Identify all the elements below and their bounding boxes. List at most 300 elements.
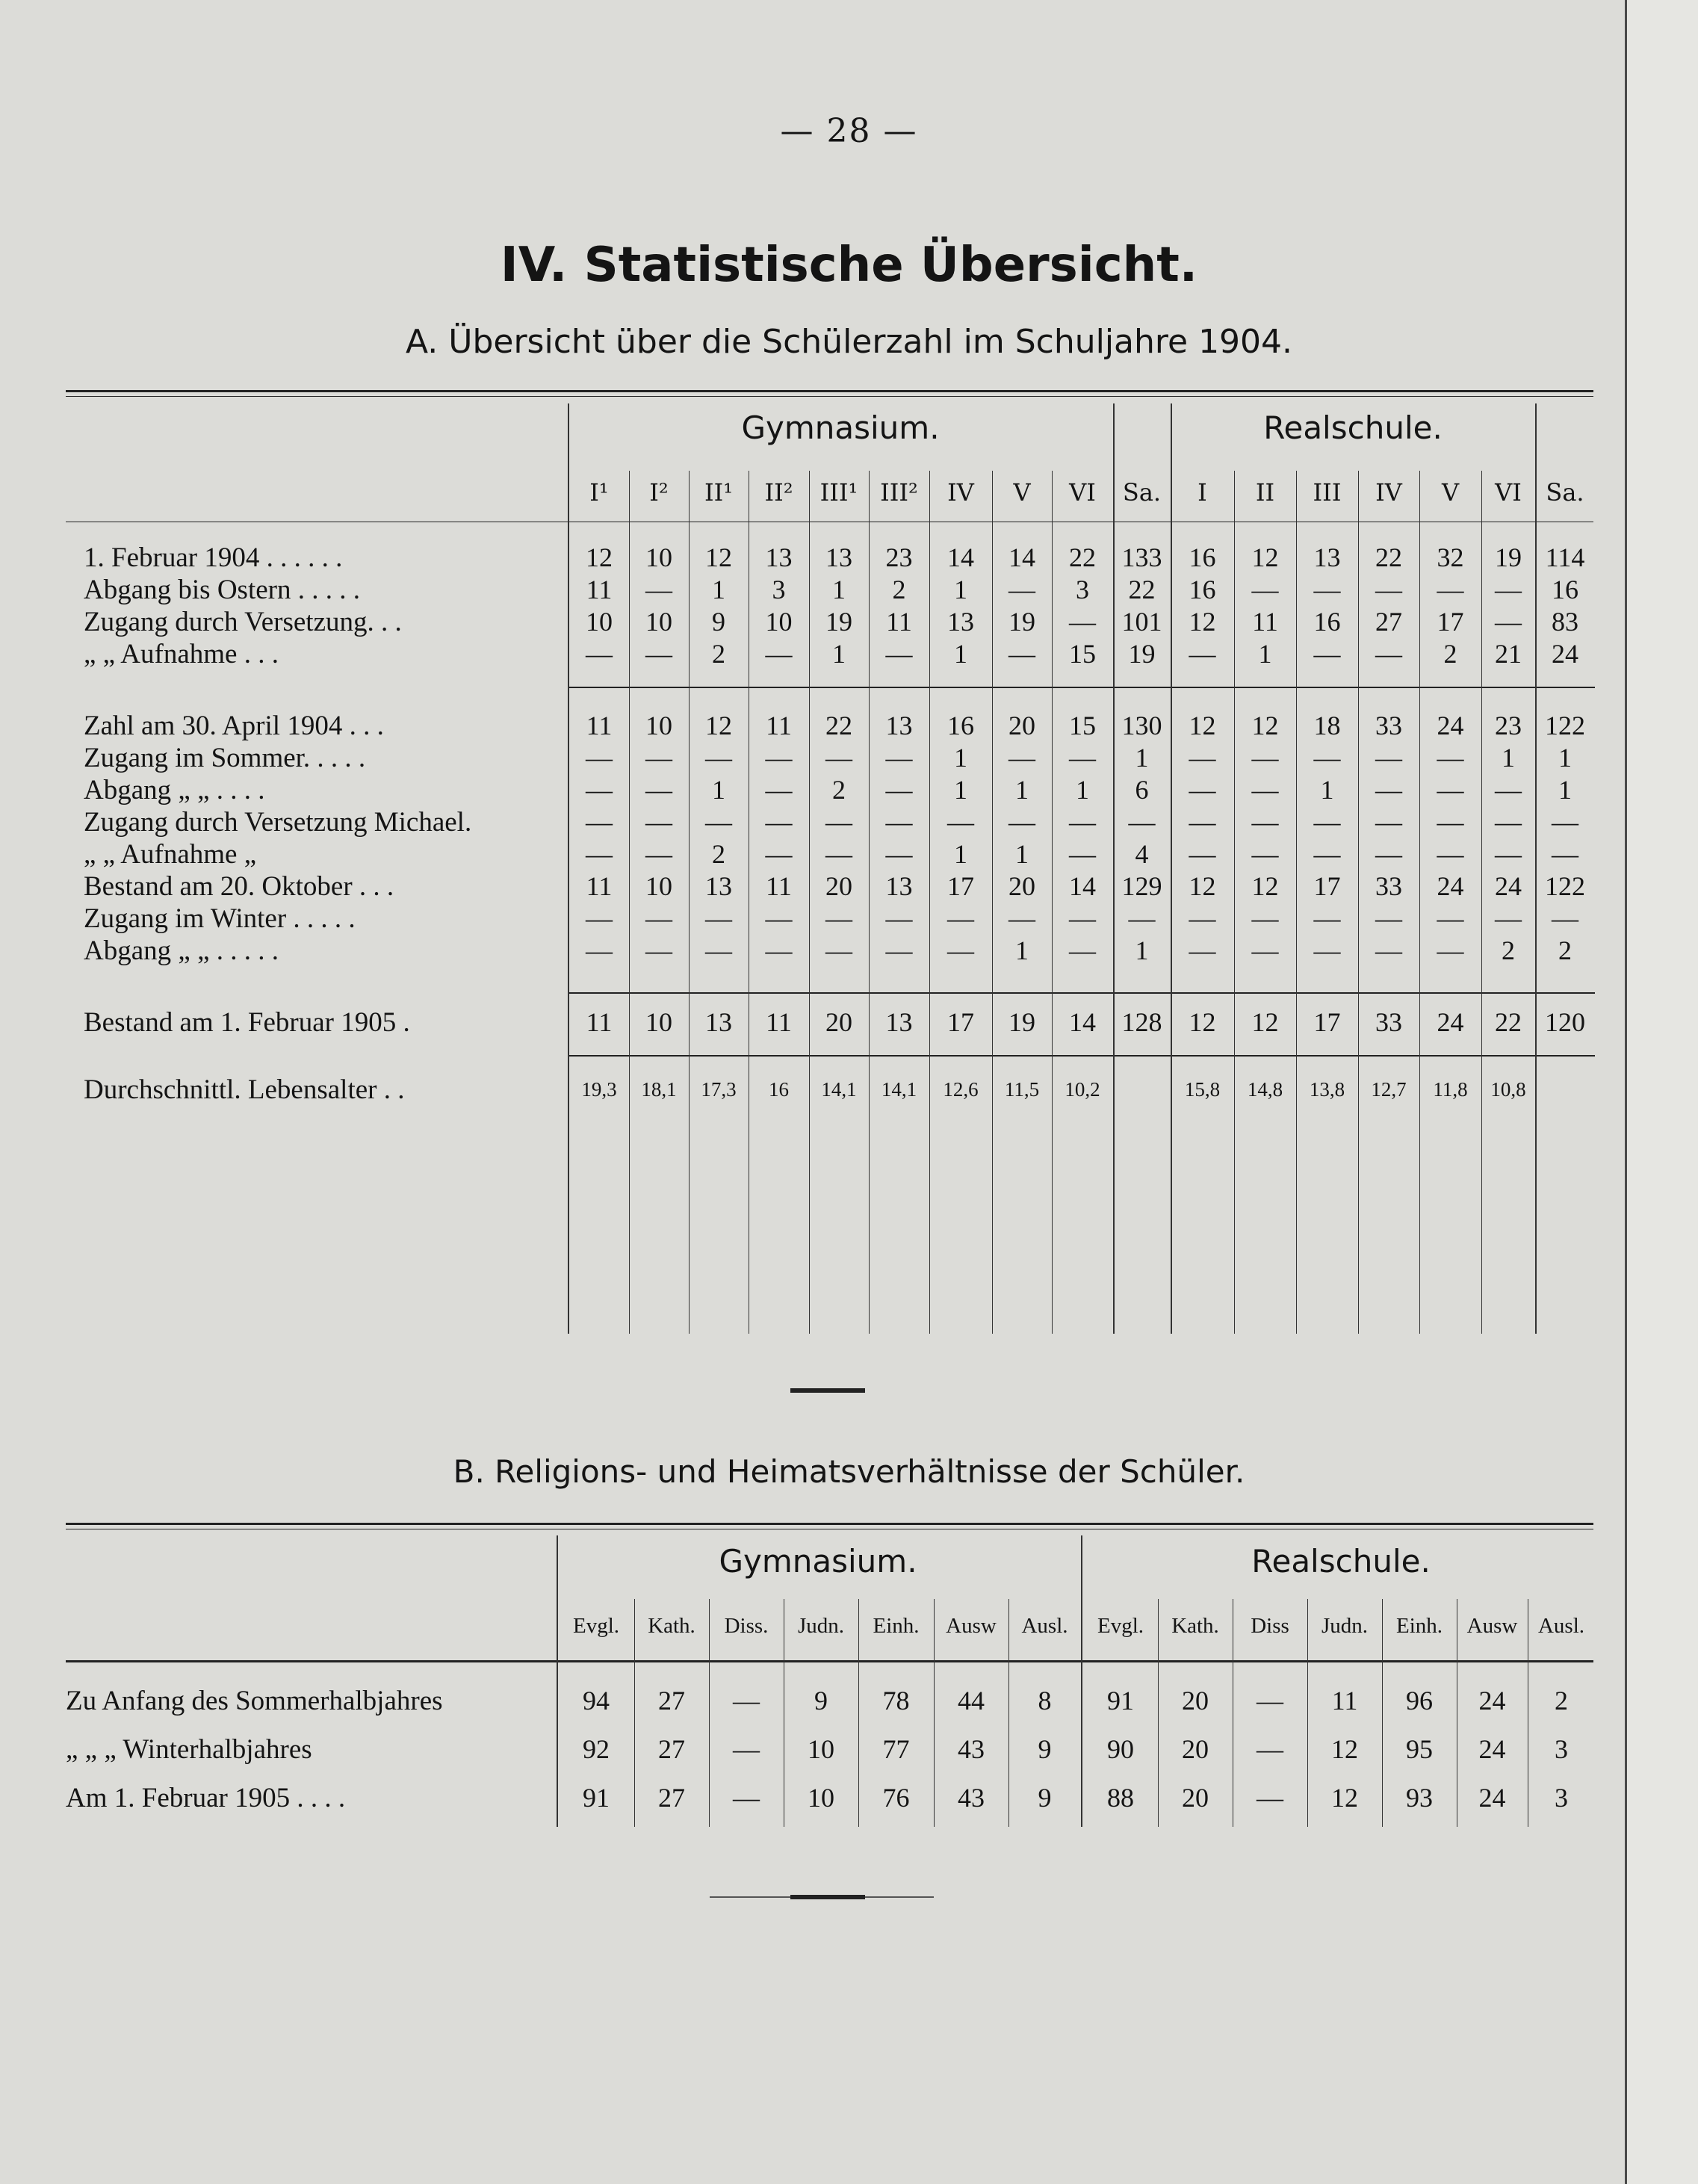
table-a-row-label: Zahl am 30. April 1904 . . . [84,711,384,741]
table-b-cell: 20 [1182,1734,1209,1764]
table-a-cell: 12 [1189,607,1216,637]
table-a-cell: — [586,935,613,965]
table-a-cell: 11 [586,871,613,901]
table-a-cell: 2 [1502,935,1515,965]
table-b-cell: — [733,1734,760,1764]
table-b-cell: 24 [1478,1783,1506,1813]
table-a-rule-3 [568,1055,1595,1057]
table-b-cell: 9 [814,1686,828,1716]
table-b-cell: 88 [1107,1783,1134,1813]
table-a-cell: — [586,839,613,869]
table-a-cell: 3 [772,575,786,604]
table-a-cell: 17 [1313,871,1341,901]
table-b-col-head: Judn. [797,1614,845,1638]
table-a-cell: 11 [1252,607,1278,637]
table-a-rule-2 [568,992,1595,994]
table-a-col-head: I² [649,478,669,507]
table-a-cell: 20 [825,1007,852,1037]
table-b-cell: 10 [808,1783,834,1813]
table-a-cell: 1 [1558,743,1572,773]
table-a-cell: 13,8 [1309,1078,1345,1101]
table-a-col-head: III² [880,478,918,507]
table-a-cell: 1 [712,575,725,604]
table-a-cell: — [1128,807,1156,837]
table-a-cell: 13 [1313,542,1341,572]
table-a-cell: 2 [712,839,725,869]
table-a-col-head: Sa. [1546,478,1584,507]
table-a-cell: 12 [1251,711,1279,740]
table-a-cell: — [586,639,613,669]
table-a-cell: 1 [1076,775,1089,805]
table-a-cell: 13 [705,871,732,901]
table-b-col-head: Evgl. [572,1614,620,1638]
table-a-cell: 13 [947,607,974,637]
table-a-cell: 11 [766,711,792,740]
table-b-col-head: Ausw [946,1614,997,1638]
table-a-cell: 120 [1545,1007,1585,1037]
table-b-row-label: Am 1. Februar 1905 . . . . [66,1783,346,1813]
table-a-cell: 122 [1545,711,1585,740]
table-a-cell: — [825,839,852,869]
table-a-cell: — [586,903,613,933]
table-a-cell: 11 [586,1007,613,1037]
table-b-cell: — [1257,1734,1283,1764]
table-a-cell: — [1375,903,1402,933]
table-a-cell: 1 [1320,775,1334,805]
table-b-cell: 27 [658,1734,685,1764]
table-a-cell: 2 [1443,639,1457,669]
table-a-cell: 122 [1545,871,1585,901]
table-a-cell: 133 [1121,542,1162,572]
table-a-col-head: VI [1495,478,1522,507]
table-b-cell: 44 [958,1686,985,1716]
table-a-cell: 10 [645,871,672,901]
table-a-cell: — [1495,575,1522,604]
table-a-cell: 83 [1552,607,1578,637]
table-a-cell: 19 [1008,607,1035,637]
table-a-cell: 1 [954,743,967,773]
table-a-cell: — [1251,807,1279,837]
table-a-cell: 16 [1189,575,1216,604]
table-a-col-head: V [1013,478,1031,507]
table-a-group-gym: Gymnasium. [741,409,940,446]
table-b-cell: 20 [1182,1686,1209,1716]
table-b-cell: — [733,1686,760,1716]
table-a-cell: — [1552,839,1578,869]
table-a-cell: — [1069,607,1096,637]
table-a-cell: 19 [825,607,852,637]
table-a-cell: 14,8 [1247,1078,1283,1101]
table-a-cell: 3 [1076,575,1089,604]
table-a-cell: — [1437,935,1464,965]
table-a-cell: 10,8 [1490,1078,1526,1101]
table-a-col-head: I [1197,478,1207,507]
table-a-col-head: II¹ [704,478,734,507]
table-a-row-label: Zugang im Sommer. . . . . [84,743,366,773]
table-a-cell: — [1437,903,1464,933]
table-b-col-head: Kath. [1171,1614,1219,1638]
table-a-col-head: II² [764,478,793,507]
table-a-cell: 33 [1375,1007,1402,1037]
table-a-cell: 24 [1495,871,1522,901]
table-a-cell: — [645,807,672,837]
table-a-cell: — [825,743,852,773]
table-a-row-label: Zugang im Winter . . . . . [84,903,356,934]
table-a-cell: — [1437,575,1464,604]
table-a-cell: — [1251,743,1279,773]
table-a-cell: — [885,775,913,805]
table-a-cell: 12 [586,542,613,572]
table-a-row-label: Zugang durch Versetzung Michael. [84,807,472,838]
table-a-cell: — [765,807,793,837]
table-b-cell: 24 [1478,1686,1506,1716]
table-a-cell: 14 [947,542,974,572]
table-a-cell: 33 [1375,711,1402,740]
table-a-cell: 13 [885,711,913,740]
table-a-cell: 1 [954,575,967,604]
table-a-cell: 12 [1251,542,1279,572]
table-a-cell: 10 [645,542,672,572]
table-a-cell: — [1189,775,1216,805]
table-a-cell: 10,2 [1065,1078,1100,1101]
table-b-row-label: Zu Anfang des Sommerhalbjahres [66,1686,443,1716]
table-a-cell: — [765,743,793,773]
table-a-top-rule-thin [66,396,1593,397]
table-a-cell: — [1313,743,1341,773]
table-a-cell: 11 [766,1007,792,1037]
table-a-cell: — [885,743,913,773]
table-a-cell: 21 [1495,639,1522,669]
table-a-cell: — [1251,903,1279,933]
table-b-cell: 78 [882,1686,910,1716]
table-a-cell: — [885,639,913,669]
table-a-cell: 15 [1069,639,1096,669]
table-a-cell: 2 [832,775,846,805]
table-a-col-head: III¹ [819,478,858,507]
table-a-cell: 24 [1552,639,1578,669]
table-b-cell: 93 [1406,1783,1433,1813]
section-b-title: B. Religions- und Heimatsverhältnisse der Schüler. [453,1453,1245,1490]
table-a-cell: — [1552,903,1578,933]
table-a-cell: — [705,903,732,933]
table-a-cell: — [765,839,793,869]
table-a-cell: 128 [1121,1007,1162,1037]
table-a-cell: 13 [885,1007,913,1037]
table-a-cell: 12 [1189,711,1216,740]
table-a-cell: — [1313,903,1341,933]
table-a-cell: 1 [1135,935,1149,965]
table-a-cell: 19 [1495,542,1522,572]
table-b-cell: 2 [1555,1686,1568,1716]
table-a-cell: 16 [1313,607,1341,637]
table-a-cell: — [885,935,913,965]
table-a-cell: — [1375,743,1402,773]
table-b-cell: 9 [1038,1734,1052,1764]
table-a-row-label: Zugang durch Versetzung. . . [84,607,402,637]
table-a-cell: 12 [1251,871,1279,901]
table-a-cell: — [1251,839,1279,869]
table-b-cell: 96 [1406,1686,1433,1716]
table-a-cell: — [1375,807,1402,837]
table-a-cell: 12,7 [1371,1078,1407,1101]
table-a-cell: — [645,935,672,965]
table-a-cell: 14,1 [821,1078,857,1101]
table-a-cell: 22 [1128,575,1156,604]
table-a-cell: 1 [954,839,967,869]
table-a-cell: 1 [954,639,967,669]
table-a-cell: — [1008,575,1035,604]
table-b-cell: 8 [1038,1686,1052,1716]
table-a-col-head: II [1255,478,1275,507]
page-title: IV. Statistische Übersicht. [500,238,1198,293]
table-a-cell: — [645,839,672,869]
table-a-cell: 20 [1008,871,1035,901]
table-a-cell: 13 [825,542,852,572]
table-b-col-head: Kath. [648,1614,695,1638]
table-a-cell: 22 [1495,1007,1522,1037]
table-a-cell: 1 [1558,775,1572,805]
table-a-cell: — [586,775,613,805]
table-a-top-rule [66,390,1593,392]
table-b-top-rule [66,1523,1593,1525]
table-a-cell: 12 [1189,871,1216,901]
table-a-cell: 13 [765,542,793,572]
table-b-col-head: Ausl. [1537,1614,1585,1638]
table-a-cell: — [1251,935,1279,965]
table-b-cell: 12 [1331,1734,1358,1764]
table-b-cell: 90 [1107,1734,1134,1764]
table-a-cell: 11,5 [1004,1078,1040,1101]
table-a-col-head: Sa. [1122,478,1162,507]
table-a-row-label: Bestand am 20. Oktober . . . [84,871,394,902]
table-a-cell: 11 [886,607,912,637]
section-a-title: A. Übersicht über die Schülerzahl im Schuljahre 1904. [405,323,1293,361]
table-a-cell: 1 [712,775,725,805]
table-a-cell: 12 [705,542,732,572]
table-a-cell: 13 [705,1007,732,1037]
table-a-cell: 12 [705,711,732,740]
table-b-col-head: Evgl. [1097,1614,1144,1638]
table-a-cell: — [1313,839,1341,869]
table-a-cell: 4 [1135,839,1149,869]
table-a-cell: — [1189,935,1216,965]
table-a-cell: — [705,743,732,773]
table-b-vline-mid [1081,1535,1082,1827]
table-a-row-label: Bestand am 1. Februar 1905 . [84,1007,410,1038]
table-a-cell: 33 [1375,871,1402,901]
table-a-cell: 13 [885,871,913,901]
table-b-cell: 11 [1331,1686,1358,1716]
table-a-cell: — [1437,775,1464,805]
table-a-cell: 130 [1121,711,1162,740]
table-b-col-head: Diss [1251,1614,1289,1638]
table-a-cell: — [645,903,672,933]
table-a-cell: — [645,639,672,669]
table-a-cell: — [947,903,974,933]
table-a-cell: 10 [645,1007,672,1037]
table-a-cell: — [1313,935,1341,965]
table-b-header-rule [66,1660,1593,1662]
table-a-cell: — [1128,903,1156,933]
table-a-cell: — [765,639,793,669]
table-a-cell: — [586,743,613,773]
table-a-cell: 114 [1545,542,1585,572]
table-b-cell: — [733,1783,760,1813]
table-a-row-label: Durchschnittl. Lebensalter . . [84,1074,405,1105]
table-a-cell: — [825,807,852,837]
table-b-group-gym: Gymnasium. [719,1543,917,1580]
table-a-cell: 2 [1558,935,1572,965]
table-a-col-head: V [1441,478,1460,507]
table-b-cell: 43 [958,1734,985,1764]
table-a-cell: 22 [1069,542,1096,572]
table-a-cell: — [705,807,732,837]
table-b-cell: 94 [583,1686,610,1716]
table-a-cell: — [1008,807,1035,837]
table-b-cell: 12 [1331,1783,1358,1813]
table-a-cell: — [645,575,672,604]
table-a-cell: — [645,775,672,805]
ornament-bottom [790,1895,865,1899]
table-a-cell: — [765,775,793,805]
table-b-col-head: Judn. [1321,1614,1369,1638]
table-a-cell: — [1375,935,1402,965]
table-a-cell: 18,1 [641,1078,677,1101]
table-b-cell: 43 [958,1783,985,1813]
table-a-row-label: „ „ Aufnahme . . . [84,639,279,669]
table-a-cell: 11 [586,711,613,740]
table-b-cell: 3 [1555,1783,1568,1813]
table-a-cell: 17 [947,871,974,901]
table-a-cell: 24 [1437,871,1464,901]
table-a-row-label: Abgang „ „ . . . . . [84,935,279,966]
table-a-cell: — [1375,575,1402,604]
table-a-cell: — [1189,903,1216,933]
table-a-cell: 14 [1069,1007,1096,1037]
table-a-cell: — [1313,575,1341,604]
table-a-col-head: VI [1069,478,1096,507]
table-a-cell: 11,8 [1433,1078,1468,1101]
table-a-cell: 17,3 [701,1078,737,1101]
table-a-row-label: Abgang „ „ . . . . [84,775,265,805]
table-a-cell: — [1375,639,1402,669]
table-a-cell: 10 [765,607,793,637]
ornament-divider [790,1388,865,1393]
table-a-col-head: IV [947,478,974,507]
table-a-cell: — [1495,903,1522,933]
table-b-cell: 24 [1478,1734,1506,1764]
table-a-cell: — [1495,807,1522,837]
table-b-col-head: Diss. [724,1614,769,1638]
table-a-cell: 27 [1375,607,1402,637]
table-a-cell: — [1069,743,1096,773]
table-a-cell: — [1251,575,1279,604]
table-a-cell: 16 [1552,575,1578,604]
table-a-cell: — [1008,903,1035,933]
table-b-col-head: Einh. [1395,1614,1443,1638]
table-a-cell: 1 [1015,775,1029,805]
table-a-cell: 10 [645,711,672,740]
table-a-cell: 23 [885,542,913,572]
table-a-cell: — [1437,743,1464,773]
table-a-cell: 10 [586,607,613,637]
table-a-cell: — [1069,903,1096,933]
table-a-cell: 11 [766,871,792,901]
table-a-col-head: III [1313,478,1342,507]
table-b-cell: 76 [882,1783,910,1813]
table-a-cell: 16 [769,1078,789,1101]
table-a-cell: — [765,903,793,933]
table-a-cell: 1 [954,775,967,805]
table-a-col-head: I¹ [589,478,609,507]
table-a-row-label: 1. Februar 1904 . . . . . . [84,542,343,573]
table-a-cell: — [1069,935,1096,965]
table-a-cell: — [885,903,913,933]
table-a-cell: — [947,935,974,965]
table-a-cell: 14 [1008,542,1035,572]
table-b-cell: 20 [1182,1783,1209,1813]
table-a-cell: — [825,903,852,933]
table-a-group-real: Realschule. [1263,409,1443,446]
table-b-group-real: Realschule. [1251,1543,1431,1580]
table-b-row-label: „ „ „ Winterhalbjahres [66,1734,312,1765]
table-a-cell: — [1008,743,1035,773]
table-a-cell: 14 [1069,871,1096,901]
table-a-cell: 32 [1437,542,1464,572]
table-a-cell: 2 [712,639,725,669]
table-a-cell: — [1251,775,1279,805]
table-a-cell: 24 [1437,1007,1464,1037]
table-a-cell: — [1313,807,1341,837]
table-a-cell: — [947,807,974,837]
table-a-cell: — [885,839,913,869]
table-a-cell: — [1375,775,1402,805]
table-a-cell: — [586,807,613,837]
table-a-cell: — [1069,839,1096,869]
table-a-cell: 14,1 [881,1078,917,1101]
table-a-cell: 15 [1069,711,1096,740]
table-b-cell: 9 [1038,1783,1052,1813]
table-a-cell: — [705,935,732,965]
table-a-cell: 24 [1437,711,1464,740]
table-a-cell: 22 [825,711,852,740]
table-a-cell: 1 [1258,639,1272,669]
table-b-cell: 91 [583,1783,610,1813]
table-a-cell: 20 [1008,711,1035,740]
table-b-cell: — [1257,1686,1283,1716]
table-a-cell: 1 [1502,743,1515,773]
table-a-cell: — [1375,839,1402,869]
table-a-cell: 1 [1015,935,1029,965]
table-a-row-label: „ „ Aufnahme „ [84,839,257,870]
table-a-cell: 12 [1189,1007,1216,1037]
table-a-cell: 22 [1375,542,1402,572]
table-b-cell: 91 [1107,1686,1134,1716]
table-a-cell: 1 [1135,743,1149,773]
table-a-cell: 129 [1121,871,1162,901]
table-a-cell: 1 [1015,839,1029,869]
table-a-cell: — [885,807,913,837]
table-a-cell: — [1008,639,1035,669]
table-a-cell: — [1069,807,1096,837]
table-a-cell: — [1189,743,1216,773]
table-a-cell: 11 [586,575,613,604]
table-a-cell: 6 [1135,775,1149,805]
table-a-cell: 17 [1313,1007,1341,1037]
table-b-cell: 27 [658,1783,685,1813]
table-b-cell: 95 [1406,1734,1433,1764]
table-a-cell: — [1552,807,1578,837]
